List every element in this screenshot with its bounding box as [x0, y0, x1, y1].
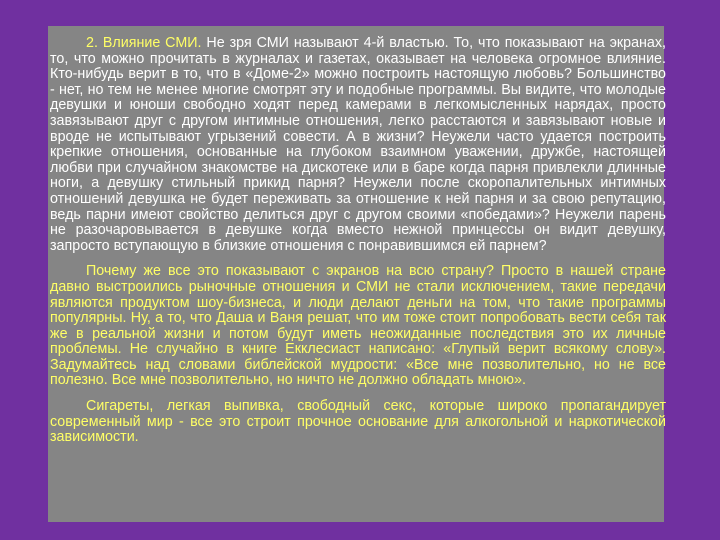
- section-heading: 2. Влияние СМИ.: [86, 35, 202, 51]
- text-block: [50, 36, 666, 446]
- paragraph-conclusion: [50, 399, 666, 446]
- paragraph-3-body: Сигареты, легкая выпивка, свободный секс, которые широко пропагандирует современный мир - все это строит прочное основание для алкогольной и наркотической зависимости.: [50, 398, 666, 446]
- paragraph-why: [50, 264, 666, 389]
- paragraph-2-body: Почему же все это показывают с экранов на всю страну? Просто в нашей стране давно выстроились рыночные отношения и СМИ не стали исключением, такие передачи являются продуктом шоу-бизнеса, и люди делают деньги на том, что такие программы популярны. Ну, а то, что Даша и Ваня решат, что им тоже стоит попробовать вести себя так же в реальной жизни и потом будут иметь неожиданные последствия это их личные проблемы. Не случайно в книге Екклесиаст написано: «Глупый верит всякому слову». Задумайтесь над словами библейской мудрости: «Все мне позволительно, но не все полезно. Все мне позволительно, но ничто не должно обладать мною».: [50, 263, 666, 389]
- paragraph-1-body: Не зря СМИ называют 4-й властью. То, что показывают на экранах, то, что можно прочитать в журналах и газетах, оказывает на человека огромное влияние. Кто-нибудь верит в то, что в «Доме-2» можно построить настоящую любовь? Большинство - нет, но тем не менее многие смотрят эту и подобные программы. Вы видите, что молодые девушки и юноши свободно ходят перед камерами в легкомысленных нарядах, просто завязывают друг с другом интимные отношения, легко расстаются и завязывают новые и вроде не испытывают угрызений совести. А в жизни? Неужели часто удается построить крепкие отношения, основанные на глубоком взаимном уважении, дружбе, настоящей любви при случайном знакомстве на дискотеке или в баре когда парня привлекли длинные ноги, а девушку стильный прикид парня? Неужели после скоропалительных интимных отношений девушка не будет переживать за отношение к ней парня и за свою репутацию, ведь парни имеют свойство делиться друг с другом своими «победами»? Неужели парень не разочаровывается в девушке когда вместо нежной принцессы он видит девушку, запросто вступающую в близкие отношения с понравившимся ей парнем?: [50, 35, 666, 254]
- paragraph-influence: [50, 36, 666, 254]
